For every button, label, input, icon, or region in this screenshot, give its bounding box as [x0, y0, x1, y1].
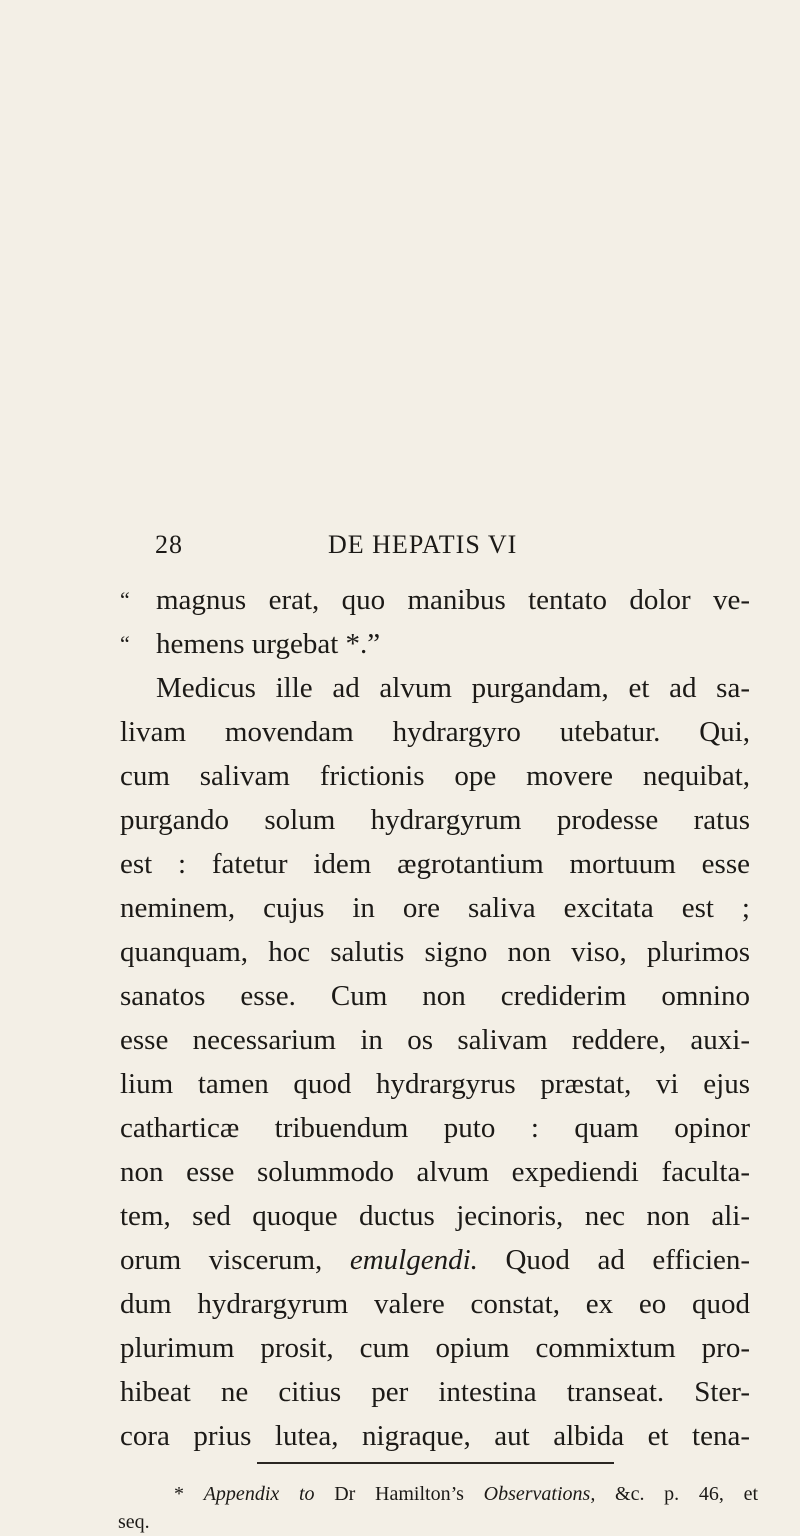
footnote-marker: *	[174, 1483, 184, 1505]
page-number: 28	[155, 530, 183, 559]
text-line: est : fatetur idem ægrotantium mortuum esse	[120, 848, 750, 880]
text-line: hibeat ne citius per intestina transeat. Ster-	[120, 1376, 750, 1408]
text-line: Medicus ille ad alvum purgandam, et ad sa-	[156, 672, 750, 704]
text-line: neminem, cujus in ore saliva excitata est ;	[120, 892, 750, 924]
text-line	[120, 578, 750, 622]
text-line: cora prius lutea, nigraque, aut albida et tena-	[120, 1420, 750, 1452]
text-line: purgando solum hydrargyrum prodesse ratus	[120, 804, 750, 836]
text-line: plurimum prosit, cum opium commixtum pro-	[120, 1332, 750, 1364]
line-text: hemens urgebat *.”	[156, 628, 381, 660]
footnote-work: Observations,	[483, 1483, 596, 1505]
text-line: non esse solummodo alvum expediendi faculta-	[120, 1156, 750, 1188]
footnote	[118, 1480, 758, 1536]
text-line: esse necessarium in os salivam reddere, auxi-	[120, 1024, 750, 1056]
footnote-rule	[257, 1462, 614, 1464]
text-line: lium tamen quod hydrargyrus præstat, vi ejus	[120, 1068, 750, 1100]
text-line: sanatos esse. Cum non crediderim omnino	[120, 980, 750, 1012]
text-line: dum hydrargyrum valere constat, ex eo quod	[120, 1288, 750, 1320]
footnote-rest: &c. p. 46, et	[615, 1483, 759, 1505]
line-text: orum viscerum,	[120, 1244, 323, 1276]
page-header	[0, 530, 800, 570]
footnote-line	[118, 1480, 758, 1508]
text-line: cum salivam frictionis ope movere nequibat,	[120, 760, 750, 792]
italic-word: emulgendi.	[349, 1244, 478, 1276]
line-text: Quod ad efficien-	[505, 1244, 751, 1276]
running-head: DE HEPATIS VI	[328, 530, 518, 559]
text-line	[120, 622, 750, 666]
body-text	[120, 578, 750, 1458]
text-line: catharticæ tribuendum puto : quam opinor	[120, 1112, 750, 1144]
quote-mark: “	[120, 631, 130, 656]
text-line: tem, sed quoque ductus jecinoris, nec non ali-	[120, 1200, 750, 1232]
text-line: livam movendam hydrargyro utebatur. Qui,	[120, 716, 750, 748]
quote-mark: “	[120, 587, 130, 612]
footnote-continuation: seq.	[118, 1511, 150, 1533]
line-text: magnus erat, quo manibus tentato dolor ve-	[156, 584, 750, 616]
footnote-appendix: Appendix to	[203, 1483, 315, 1505]
text-line	[120, 1238, 750, 1282]
text-line: quanquam, hoc salutis signo non viso, plurimos	[120, 936, 750, 968]
footnote-author: Dr Hamilton’s	[334, 1483, 464, 1505]
